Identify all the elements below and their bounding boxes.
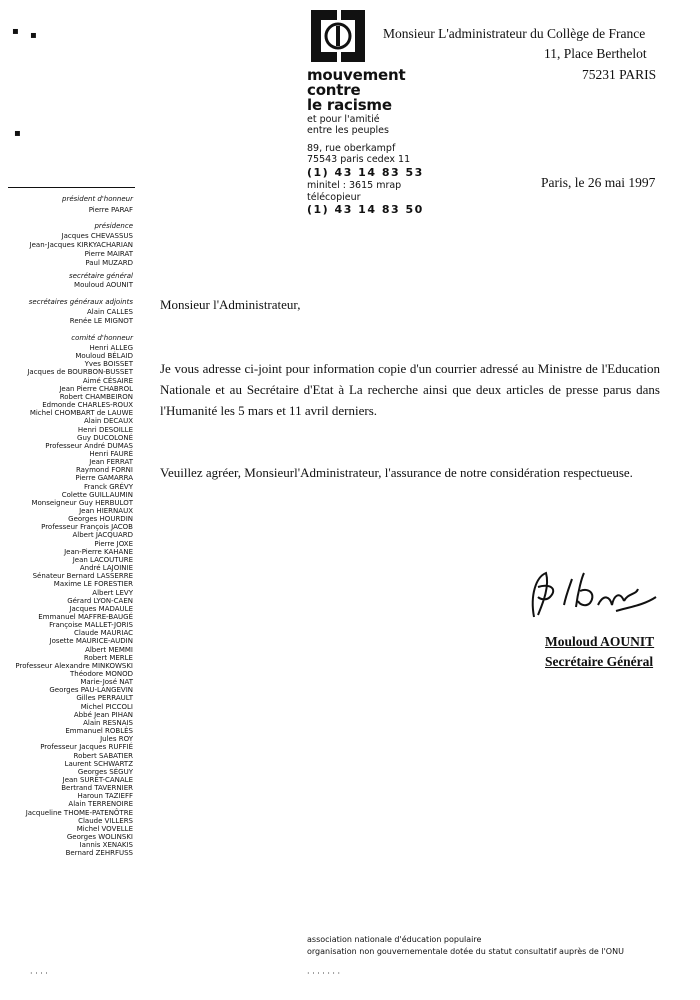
org-name-line: contre: [307, 81, 361, 99]
comite-member: Georges WOLINSKI: [66, 833, 133, 841]
comite-member: Franck GRÉVY: [83, 482, 133, 491]
footer-dots: · · · ·: [30, 969, 48, 978]
letter-date: Paris, le 26 mai 1997: [541, 175, 656, 190]
comite-member: Aimé CÉSAIRE: [82, 376, 133, 385]
comite-member: Jean Pierre CHABROL: [59, 384, 133, 393]
org-name-line: mouvement: [307, 66, 406, 84]
org-address-line: 89, rue oberkampf: [307, 143, 396, 154]
recipient-line: 75231 PARIS: [582, 67, 657, 82]
sidebar-name: Pierre MAIRAT: [84, 250, 133, 258]
sidebar-name: Paul MUZARD: [85, 259, 133, 267]
org-subtitle-line: entre les peuples: [307, 125, 389, 136]
sidebar-heading: présidence: [94, 222, 133, 230]
org-minitel: minitel : 3615 mrap: [307, 180, 402, 191]
comite-member: Bernard ZEHRFUSS: [65, 849, 133, 858]
comite-member: Alain RESNAIS: [83, 718, 133, 727]
sidebar-heading: président d'honneur: [62, 195, 133, 203]
comite-member: Alain DECAUX: [83, 417, 133, 426]
comite-member: Professeur Jacques RUFFIÉ: [40, 743, 133, 752]
comite-member: Marie-José NAT: [80, 678, 133, 687]
comite-member: Michel VOVELLE: [76, 824, 133, 833]
comite-member: Henri FAURÉ: [89, 449, 133, 458]
comite-member: Gilles PERRAULT: [76, 694, 133, 703]
comite-member: Maxime LE FORESTIER: [53, 580, 133, 589]
comite-member: Guy DUCOLONÉ: [77, 433, 133, 442]
comite-member: Georges HOURDIN: [68, 515, 133, 524]
comite-member: Claude MAURIAC: [74, 629, 133, 638]
comite-member: Gérard LYON-CAEN: [67, 596, 133, 605]
comite-member: Emmanuel MAFFRE-BAUGÉ: [38, 612, 133, 621]
mrap-logo-icon: [307, 6, 369, 66]
comite-member: Monseigneur Guy HERBULOT: [31, 498, 133, 507]
comite-member: Pierre JOXE: [94, 539, 133, 548]
org-fax: (1) 43 14 83 50: [307, 203, 424, 216]
org-subtitle-line: et pour l'amitié: [307, 114, 380, 125]
comite-member: Jean HIERNAUX: [79, 507, 133, 515]
comite-member: Henri DESOILLE: [77, 425, 133, 434]
footer-line: organisation non gouvernementale dotée du statut consultatif auprès de l'ONU: [307, 947, 624, 956]
org-phone: (1) 43 14 83 53: [307, 166, 424, 179]
scan-mark: ▪: [30, 30, 37, 41]
comite-member: Robert CHAMBEIRON: [59, 392, 133, 401]
footer-dots: · · · · · · ·: [307, 969, 341, 978]
comite-member: Théodore MONOD: [70, 670, 133, 678]
scan-mark: ▪: [12, 26, 19, 37]
comite-member: Raymond FORNI: [75, 466, 133, 475]
comite-member: Pierre GAMARRA: [75, 474, 133, 483]
sidebar-name: Renée LE MIGNOT: [69, 317, 133, 325]
comite-member: Jean FERRAT: [89, 458, 133, 467]
org-fax-label: télécopieur: [307, 192, 361, 203]
sidebar-name: Alain CALLES: [87, 308, 133, 316]
comite-member: Françoise MALLET-JORIS: [49, 621, 133, 630]
comite-member: Jacques de BOURBON-BUSSET: [27, 368, 133, 377]
comite-member: Michel PICCOLI: [80, 702, 133, 711]
comite-member: Jules ROY: [100, 735, 133, 744]
comite-member: Claude VILLERS: [78, 816, 133, 825]
org-name-line: le racisme: [307, 96, 392, 114]
comite-member: Emmanuel ROBLÈS: [65, 727, 133, 736]
sidebar-name: Jean-Jacques KIRKYACHARIAN: [29, 241, 133, 249]
comite-member: Albert LEVY: [92, 588, 133, 597]
comite-member: Josette MAURICE-AUDIN: [49, 637, 133, 646]
comite-member: Bertrand TAVERNIER: [61, 784, 133, 793]
comite-member: Professeur Alexandre MINKOWSKI: [15, 661, 133, 670]
comite-member: Sénateur Bernard LASSERRE: [32, 572, 133, 581]
sidebar-heading: secrétaire général: [69, 272, 133, 280]
recipient-line: 11, Place Berthelot: [544, 46, 647, 61]
body-paragraph: Je vous adresse ci-joint pour information copie d'un courrier adressé au Ministre de l'Education Nationale et au Secrétaire d'Etat à La recherche ainsi que deux articles de presse parus dans l'Humanité les 5 mars et 11 avril derniers.: [160, 361, 660, 418]
comite-member: Professeur André DUMAS: [45, 441, 133, 450]
comite-member: Georges PAU-LANGEVIN: [49, 686, 133, 695]
comite-member: Jacqueline THOME-PATENÔTRE: [25, 808, 133, 817]
comite-member: Jean LACOUTURE: [72, 555, 133, 564]
comite-member: Robert MERLE: [83, 653, 133, 662]
handwritten-signature: [520, 565, 660, 625]
salutation: Monsieur l'Administrateur,: [160, 297, 301, 312]
comite-member: Henri ALLEG: [89, 344, 133, 352]
comite-member: Yves BOISSET: [84, 360, 133, 369]
comite-member: Alain TERRENOIRE: [68, 800, 133, 809]
comite-member: Albert MEMMI: [85, 645, 133, 654]
comite-member: Professeur François JACOB: [41, 523, 133, 532]
comite-member: Jean SURET-CANALE: [62, 775, 133, 784]
sidebar-name: Jacques CHEVASSUS: [61, 232, 133, 240]
sidebar-heading: comité d'honneur: [71, 334, 133, 342]
sidebar-heading: secrétaires généraux adjoints: [28, 298, 133, 306]
comite-member: Jacques MADAULE: [69, 604, 133, 613]
comite-member: Jean-Pierre KAHANE: [64, 547, 133, 556]
sidebar-name: Mouloud AOUNIT: [74, 281, 133, 289]
comite-member: Iannis XENAKIS: [79, 841, 133, 850]
sidebar-name: Pierre PARAF: [88, 206, 133, 214]
body-paragraph: Veuillez agréer, Monsieurl'Administrateur, l'assurance de notre considération respectueuse.: [160, 465, 633, 480]
comite-member: Edmonde CHARLES-ROUX: [42, 401, 133, 410]
signatory-name: Mouloud AOUNIT: [545, 634, 655, 649]
comite-member: Laurent SCHWARTZ: [64, 759, 133, 768]
comite-member: Mouloud BÉLAID: [75, 352, 133, 361]
footer-line: association nationale d'éducation populaire: [307, 935, 482, 944]
comite-member: Georges SÉGUY: [77, 767, 133, 776]
org-address-line: 75543 paris cedex 11: [307, 154, 411, 165]
comite-member: Abbé Jean PIHAN: [73, 710, 133, 719]
scan-mark: ▪: [14, 128, 21, 139]
signatory-title: Secrétaire Général: [545, 654, 654, 669]
sidebar-divider: [8, 187, 135, 188]
comite-member: Robert SABATIER: [73, 751, 133, 760]
comite-member: Haroun TAZIEFF: [77, 792, 133, 801]
comite-member: André LAJOINIE: [79, 564, 133, 573]
comite-member: Albert JACQUARD: [72, 531, 133, 540]
comite-member: Colette GUILLAUMIN: [61, 490, 133, 499]
comite-member: Michel CHOMBART de LAUWE: [29, 409, 133, 418]
recipient-line: Monsieur L'administrateur du Collège de France: [383, 26, 646, 41]
